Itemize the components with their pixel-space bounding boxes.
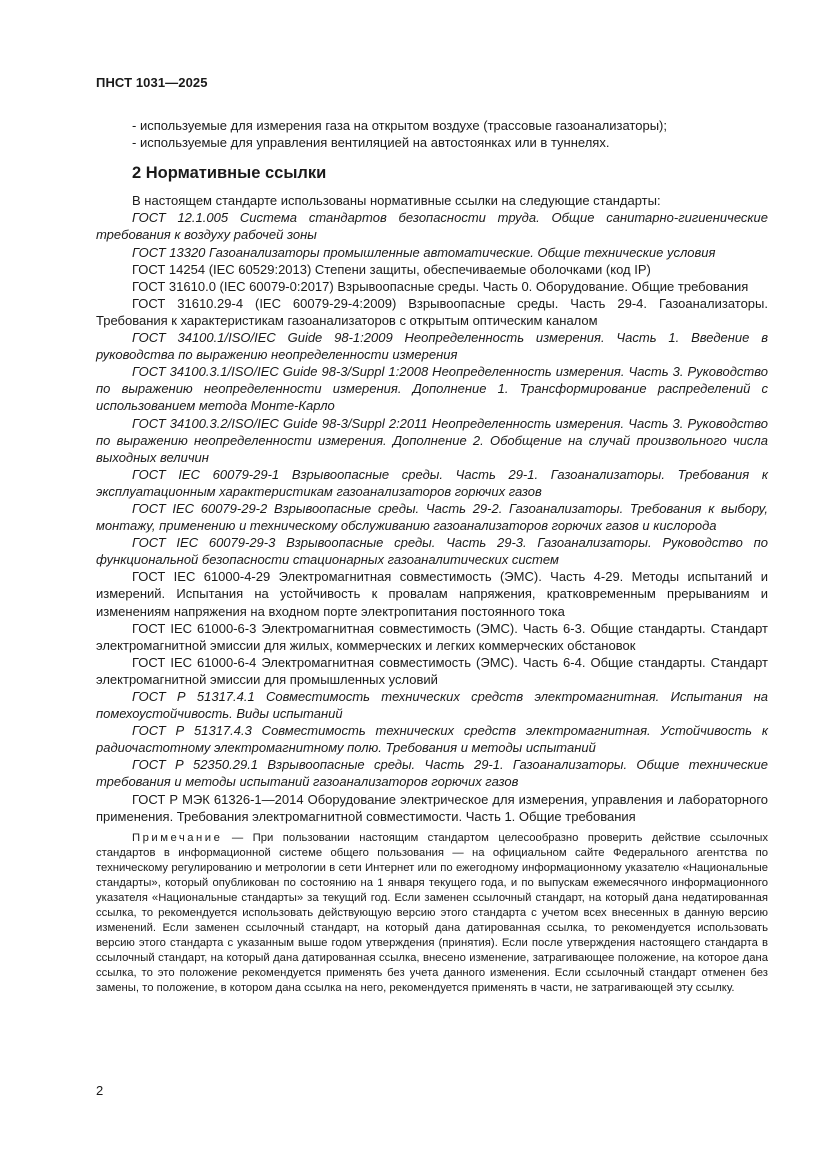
note-text: — При пользовании настоящим стандартом целесообразно проверить действие ссылочных стандартов в информационной системе общего пользования — на официальном сайте Федерального агентства по техническому регулированию и метрологии в сети Интернет или по ежегодному информационному указателю «Национальные стандарты», который опубликован по состоянию на 1 января текущего года, и по выпускам ежемесячного информационного указателя «Национальные стандарты» за текущий год. Если заменен ссылочный стандарт, на который дана недатированная ссылка, то рекомендуется использовать действующую версию этого стандарта с учетом всех внесенных в данную версию изменений. Если заменен ссылочный стандарт, на который дана датированная ссылка, то рекомендуется использовать версию этого стандарта с указанным выше годом утверждения (принятия). Если после утверждения настоящего стандарта в ссылочный стандарт, на который дана датированная ссылка, внесено изменение, затрагивающее положение, на которое дана ссылка, то это положение рекомендуется применять без учета данного изменения. Если ссылочный стандарт отменен без замены, то положение, в котором дана ссылка на него, рекомендуется применять в части, не затрагивающей эту ссылку. xyxy=(96,831,768,994)
reference-item: ГОСТ Р МЭК 61326-1—2014 Оборудование электрическое для измерения, управления и лабораторного применения. Требования электромагнитной совместимости. Часть 1. Общие требования xyxy=(96,791,768,824)
reference-item: ГОСТ Р 51317.4.1 Совместимость технических средств электромагнитная. Испытания на помехоустойчивость. Виды испытаний xyxy=(96,689,768,722)
reference-item: ГОСТ IEC 60079-29-1 Взрывоопасные среды. Часть 29-1. Газоанализаторы. Требования к эксплуатационным характеристикам газоанализаторов горючих газов xyxy=(96,466,768,499)
page-content xyxy=(96,117,768,996)
bullet-item: - используемые для измерения газа на открытом воздухе (трассовые газоанализаторы); xyxy=(132,118,667,133)
reference-item: ГОСТ 34100.3.1/ISO/IEC Guide 98-3/Suppl 1:2008 Неопределенность измерения. Часть 3. Руководство по выражению неопределенности измерения. Дополнение 1. Трансформирование распределений с использованием метода Монте-Карло xyxy=(96,364,768,414)
reference-item: ГОСТ IEC 61000-4-29 Электромагнитная совместимость (ЭМС). Часть 4-29. Методы испытаний и измерений. Испытания на устойчивость к провалам напряжения, кратковременным прерываниям и изменениям напряжения на входном порте электропитания постоянного тока xyxy=(96,569,768,619)
reference-item: ГОСТ 13320 Газоанализаторы промышленные автоматические. Общие технические условия xyxy=(132,244,716,260)
reference-item: ГОСТ IEC 61000-6-3 Электромагнитная совместимость (ЭМС). Часть 6-3. Общие стандарты. Стандарт электромагнитной эмиссии для жилых, коммерческих и легких коммерческих обстановок xyxy=(96,620,768,653)
reference-item: ГОСТ 34100.1/ISO/IEC Guide 98-1:2009 Неопределенность измерения. Часть 1. Введение в руководства по выражению неопределенности измерения xyxy=(96,330,768,363)
reference-item: ГОСТ IEC 60079-29-3 Взрывоопасные среды. Часть 29-3. Газоанализаторы. Руководство по функциональной безопасности стационарных газоаналитических систем xyxy=(96,535,768,568)
section-intro: В настоящем стандарте использованы нормативные ссылки на следующие стандарты: xyxy=(132,193,661,209)
reference-item: ГОСТ 31610.29-4 (IEC 60079-29-4:2009) Взрывоопасные среды. Часть 29-4. Газоанализаторы. Требования к характеристикам газоанализаторов с открытым оптическим каналом xyxy=(96,295,768,328)
reference-item: ГОСТ Р 52350.29.1 Взрывоопасные среды. Часть 29-1. Газоанализаторы. Общие технические требования и методы испытаний газоанализаторов горючих газов xyxy=(96,757,768,790)
reference-item: ГОСТ Р 51317.4.3 Совместимость технических средств электромагнитная. Устойчивость к радиочастотному электромагнитному полю. Требования и методы испытаний xyxy=(96,723,768,756)
reference-item: ГОСТ 31610.0 (IEC 60079-0:2017) Взрывоопасные среды. Часть 0. Оборудование. Общие требования xyxy=(132,278,749,294)
document-header-code: ПНСТ 1031—2025 xyxy=(96,75,208,90)
reference-item: ГОСТ IEC 61000-6-4 Электромагнитная совместимость (ЭМС). Часть 6-4. Общие стандарты. Стандарт электромагнитной эмиссии для промышленных условий xyxy=(96,654,768,687)
reference-item: ГОСТ 34100.3.2/ISO/IEC Guide 98-3/Suppl 2:2011 Неопределенность измерения. Часть 3. Руководство по выражению неопределенности измерения. Дополнение 2. Обобщение на случай произвольного числа выходных величин xyxy=(96,415,768,465)
reference-item: ГОСТ 12.1.005 Система стандартов безопасности труда. Общие санитарно-гигиенические требования к воздуху рабочей зоны xyxy=(96,210,768,243)
reference-item: ГОСТ 14254 (IEC 60529:2013) Степени защиты, обеспечиваемые оболочками (код IP) xyxy=(132,261,651,277)
note-paragraph xyxy=(96,831,768,996)
note-label: Примечание xyxy=(132,831,223,844)
page-number: 2 xyxy=(96,1083,104,1098)
reference-item: ГОСТ IEC 60079-29-2 Взрывоопасные среды. Часть 29-2. Газоанализаторы. Требования к выбору, монтажу, применению и техническому обслуживанию газоанализаторов горючих газов и кислорода xyxy=(96,500,768,534)
section-title: 2 Нормативные ссылки xyxy=(132,164,327,183)
bullet-item: - используемые для управления вентиляцией на автостоянках или в туннелях. xyxy=(132,135,610,151)
